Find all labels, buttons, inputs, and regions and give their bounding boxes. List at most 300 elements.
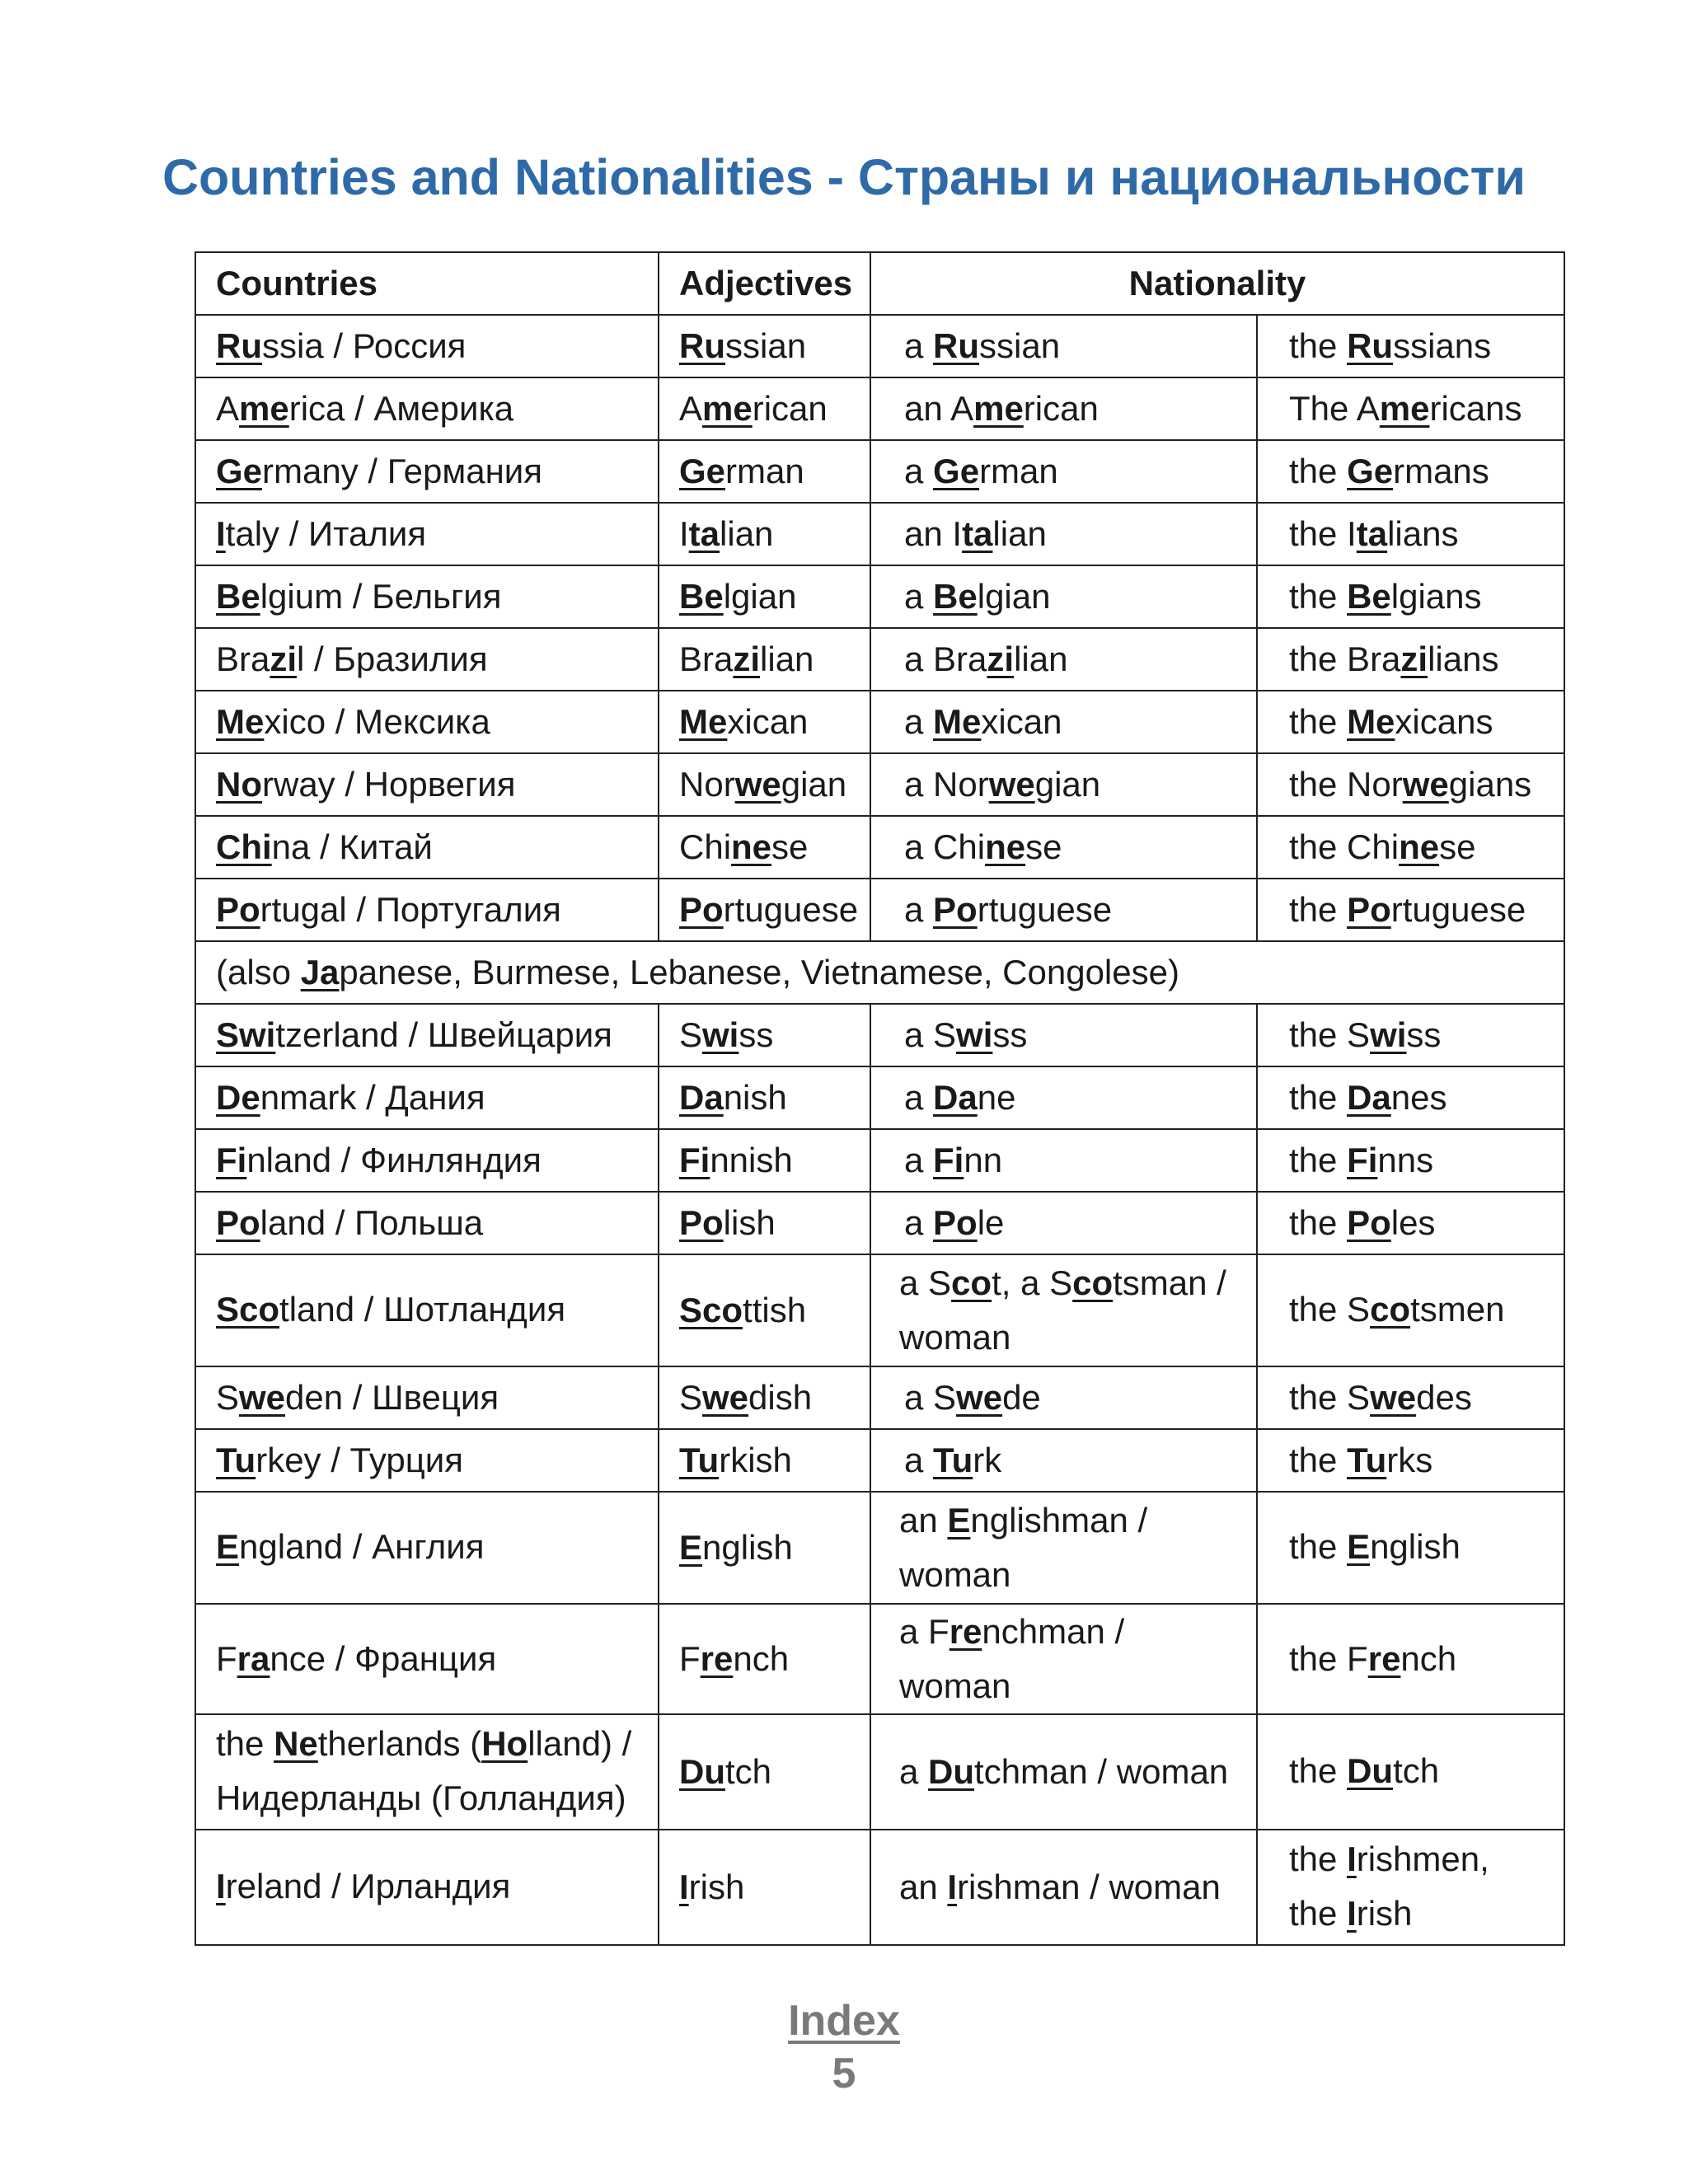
nationality-people-cell (1257, 503, 1564, 565)
country-cell (195, 1714, 659, 1830)
table-row (195, 1066, 1564, 1129)
adjective-cell (659, 1429, 870, 1492)
table-row (195, 1714, 1564, 1830)
text-segment: dish (748, 1378, 813, 1417)
stressed-syllable: Po (933, 1203, 978, 1242)
text-segment: S (216, 1378, 240, 1417)
text-segment: the (1289, 452, 1348, 490)
nationality-people-cell (1257, 1004, 1564, 1066)
stressed-syllable: Ru (216, 326, 262, 365)
text-segment: tsman / woman (899, 1263, 1226, 1357)
text-segment: nish (723, 1078, 787, 1117)
stressed-syllable: ne (731, 827, 772, 866)
table-row (195, 1129, 1564, 1192)
stressed-syllable: Ge (1347, 452, 1394, 490)
stressed-syllable: Po (1347, 890, 1391, 929)
stressed-syllable: wi (702, 1015, 739, 1054)
text-segment: rtugal / Португалия (260, 890, 561, 929)
adjective-cell (659, 1604, 870, 1714)
index-link[interactable]: Index (788, 1997, 900, 2045)
table-row (195, 440, 1564, 503)
text-segment: rkish (719, 1441, 792, 1479)
stressed-syllable: Tu (1347, 1441, 1387, 1479)
table-row (195, 565, 1564, 628)
text-segment: rtuguese (723, 890, 859, 929)
text-segment: rk (973, 1441, 1002, 1479)
nationality-people-cell (1257, 315, 1564, 377)
table-header-row (195, 252, 1564, 315)
text-segment: the (1289, 1441, 1348, 1479)
stressed-syllable: Ru (933, 326, 980, 365)
stressed-syllable: ta (962, 514, 993, 553)
text-segment: rmans (1393, 452, 1489, 490)
stressed-syllable: Me (216, 702, 265, 741)
country-cell (195, 1604, 659, 1714)
table-row (195, 503, 1564, 565)
text-segment: a S (904, 1378, 957, 1417)
text-segment: t, a S (992, 1263, 1073, 1302)
adjective-cell (659, 1254, 870, 1366)
text-segment: nn (964, 1141, 1003, 1179)
stressed-syllable: Me (679, 702, 728, 741)
text-segment: the I (1289, 514, 1357, 553)
stressed-syllable: Be (679, 577, 724, 616)
stressed-syllable: Po (679, 1203, 724, 1242)
stressed-syllable: I (216, 514, 226, 553)
text-segment: nglish (1370, 1527, 1461, 1566)
header-adjectives: Adjectives (659, 252, 870, 315)
country-cell (195, 628, 659, 691)
country-cell (195, 1004, 659, 1066)
adjective-cell (659, 1492, 870, 1604)
nationality-people-cell (1257, 1129, 1564, 1192)
nationality-person-cell (870, 1830, 1257, 1945)
country-cell (195, 1192, 659, 1254)
text-segment: nce / Франция (270, 1639, 497, 1678)
nationality-person-cell (870, 1714, 1257, 1830)
stressed-syllable: No (216, 765, 262, 804)
text-segment: the (1289, 1203, 1348, 1242)
table-row (195, 1830, 1564, 1945)
text-segment: nchman / woman (899, 1612, 1125, 1705)
country-cell (195, 1066, 659, 1129)
text-segment: The A (1289, 389, 1380, 428)
text-segment: rican (752, 389, 828, 428)
table-row (195, 628, 1564, 691)
stressed-syllable: Ge (216, 452, 263, 490)
stressed-syllable: re (1367, 1639, 1401, 1678)
nationality-person-cell (870, 1192, 1257, 1254)
stressed-syllable: zi (987, 640, 1015, 678)
stressed-syllable: ne (1399, 827, 1440, 866)
note-row (195, 941, 1564, 1004)
stressed-syllable: ne (985, 827, 1026, 866)
nationality-people-cell (1257, 1366, 1564, 1429)
text-segment: se (1439, 827, 1476, 866)
stressed-syllable: zi (270, 640, 298, 678)
stressed-syllable: Ge (933, 452, 980, 490)
nationality-person-cell (870, 1004, 1257, 1066)
stressed-syllable: E (1347, 1527, 1371, 1566)
stressed-syllable: Du (679, 1752, 725, 1791)
stressed-syllable: Fi (679, 1141, 710, 1179)
stressed-syllable: we (1402, 765, 1449, 804)
header-countries: Countries (195, 252, 659, 315)
text-segment: Nor (679, 765, 735, 804)
text-segment: tland / Шотландия (279, 1290, 566, 1329)
table-row (195, 1254, 1564, 1366)
text-segment: le (977, 1203, 1005, 1242)
country-cell (195, 1429, 659, 1492)
text-segment: ngland / Англия (239, 1527, 485, 1566)
adjective-cell (659, 1004, 870, 1066)
stressed-syllable: Sco (679, 1291, 743, 1329)
stressed-syllable: Ja (300, 953, 340, 991)
text-segment: lian (992, 514, 1047, 553)
text-segment: se (1025, 827, 1062, 866)
stressed-syllable: zi (733, 640, 761, 678)
text-segment: an I (904, 514, 963, 553)
country-cell (195, 440, 659, 503)
adjective-cell (659, 691, 870, 753)
text-segment: reland / Ирландия (225, 1867, 511, 1905)
adjective-cell (659, 503, 870, 565)
stressed-syllable: E (216, 1527, 240, 1566)
text-segment: gians (1448, 765, 1532, 804)
text-segment: rman (725, 452, 804, 490)
stressed-syllable: Be (1347, 577, 1391, 616)
stressed-syllable: Sco (216, 1290, 280, 1329)
text-segment: a (904, 1441, 934, 1479)
nationality-person-cell (870, 1604, 1257, 1714)
table-row (195, 1429, 1564, 1492)
adjective-cell (659, 315, 870, 377)
text-segment: an A (904, 389, 974, 428)
text-segment: rkey / Турция (256, 1441, 463, 1479)
text-segment: nes (1390, 1078, 1447, 1117)
text-segment: nch (733, 1639, 790, 1678)
country-cell (195, 1366, 659, 1429)
table-row (195, 879, 1564, 941)
stressed-syllable: Be (216, 577, 260, 616)
text-segment: nmark / Дания (260, 1078, 485, 1117)
nationality-person-cell (870, 691, 1257, 753)
text-segment: rican (1023, 389, 1099, 428)
nationality-people-cell (1257, 1604, 1564, 1714)
stressed-syllable: zi (1400, 640, 1428, 678)
stressed-syllable: Tu (216, 1441, 256, 1479)
stressed-syllable: Swi (216, 1015, 276, 1054)
nationality-person-cell (870, 1492, 1257, 1604)
stressed-syllable: re (700, 1639, 734, 1678)
stressed-syllable: I (1347, 1840, 1357, 1878)
text-segment: na / Китай (271, 827, 433, 866)
text-segment: a Chi (904, 827, 986, 866)
text-segment: the Chi (1289, 827, 1400, 866)
text-segment: F (216, 1639, 237, 1678)
page-title: Countries and Nationalities - Страны и национальности (162, 149, 1526, 205)
nationalities-table (195, 251, 1565, 1946)
text-segment: tsmen (1410, 1290, 1505, 1329)
text-segment: S (679, 1378, 703, 1417)
text-segment: a Nor (904, 765, 989, 804)
stressed-syllable: I (947, 1868, 958, 1906)
text-segment: ssian (725, 326, 807, 365)
text-segment: the (216, 1724, 274, 1763)
text-segment: gian (781, 765, 847, 804)
nationality-people-cell (1257, 1714, 1564, 1830)
text-segment: Bra (679, 640, 734, 678)
stressed-syllable: co (1072, 1263, 1114, 1302)
text-segment: les (1390, 1203, 1436, 1242)
text-segment: the S (1289, 1378, 1371, 1417)
text-segment: rks (1386, 1441, 1433, 1479)
text-segment: a (899, 1752, 929, 1791)
header-nationality: Nationality (870, 252, 1564, 315)
nationality-person-cell (870, 1254, 1257, 1366)
nationality-people-cell (1257, 879, 1564, 941)
country-cell (195, 1830, 659, 1945)
text-segment: an (899, 1868, 948, 1906)
page-number: 5 (832, 2050, 856, 2097)
stressed-syllable: Ho (481, 1724, 528, 1763)
adjective-cell (659, 1066, 870, 1129)
text-segment: rish (688, 1868, 745, 1906)
text-segment: land / Польша (260, 1203, 484, 1242)
text-segment: the F (1289, 1639, 1368, 1678)
nationality-person-cell (870, 565, 1257, 628)
adjective-cell (659, 377, 870, 440)
stressed-syllable: I (216, 1867, 226, 1905)
text-segment: therlands ( (317, 1724, 482, 1763)
text-segment: tch (1393, 1751, 1440, 1790)
table-row (195, 816, 1564, 879)
nationality-people-cell (1257, 1429, 1564, 1492)
text-segment: nns (1377, 1141, 1434, 1179)
stressed-syllable: ta (688, 514, 720, 553)
text-segment: ttish (743, 1291, 807, 1329)
stressed-syllable: re (949, 1612, 982, 1651)
stressed-syllable: we (239, 1378, 286, 1417)
table-row (195, 1004, 1564, 1066)
text-segment: rmany / Германия (262, 452, 543, 490)
nationality-people-cell (1257, 1066, 1564, 1129)
stressed-syllable: me (973, 389, 1024, 428)
stressed-syllable: Po (933, 890, 978, 929)
adjective-cell (659, 816, 870, 879)
text-segment: nch (1400, 1639, 1457, 1678)
text-segment: xicans (1395, 702, 1493, 741)
stressed-syllable: E (679, 1528, 703, 1567)
stressed-syllable: Me (933, 702, 982, 741)
stressed-syllable: Du (1347, 1751, 1394, 1790)
text-segment: ss (992, 1015, 1028, 1054)
text-segment: des (1416, 1378, 1472, 1417)
text-segment: lgian (723, 577, 797, 616)
table-row (195, 315, 1564, 377)
nationality-person-cell (870, 1366, 1257, 1429)
stressed-syllable: me (239, 389, 289, 428)
stressed-syllable: wi (956, 1015, 993, 1054)
country-cell (195, 1129, 659, 1192)
stressed-syllable: Da (679, 1078, 724, 1117)
text-segment: Chi (679, 827, 732, 866)
text-segment: a (904, 452, 934, 490)
stressed-syllable: Fi (933, 1141, 964, 1179)
stressed-syllable: Po (1347, 1203, 1391, 1242)
text-segment: a Bra (904, 640, 987, 678)
table-body (195, 315, 1564, 1945)
text-segment: tzerland / Швейцария (275, 1015, 612, 1054)
text-segment: lish (723, 1203, 776, 1242)
nationality-person-cell (870, 1429, 1257, 1492)
text-segment: the (1289, 890, 1348, 929)
table-row (195, 753, 1564, 816)
nationality-person-cell (870, 753, 1257, 816)
stressed-syllable: we (988, 765, 1035, 804)
adjective-cell (659, 1714, 870, 1830)
text-segment: (also (216, 953, 301, 991)
stressed-syllable: Ru (1347, 326, 1394, 365)
nationality-people-cell (1257, 691, 1564, 753)
country-cell (195, 879, 659, 941)
text-segment: rman (979, 452, 1058, 490)
nationality-people-cell (1257, 565, 1564, 628)
nationality-people-cell (1257, 1830, 1564, 1945)
text-segment: the (1289, 1840, 1348, 1878)
adjective-cell (659, 440, 870, 503)
text-segment: ne (977, 1078, 1016, 1117)
nationality-people-cell (1257, 1254, 1564, 1366)
text-segment: ricans (1429, 389, 1522, 428)
text-segment: a (904, 890, 934, 929)
text-segment: gian (1034, 765, 1101, 804)
table-row (195, 691, 1564, 753)
stressed-syllable: Ne (274, 1724, 318, 1763)
text-segment: an (899, 1501, 948, 1540)
text-segment: ss (738, 1015, 774, 1054)
text-segment: a S (904, 1015, 957, 1054)
text-segment: tch (725, 1752, 772, 1791)
table-row (195, 1604, 1564, 1714)
table-row (195, 1192, 1564, 1254)
text-segment: nglish (702, 1528, 793, 1567)
nationality-person-cell (870, 1129, 1257, 1192)
table-row (195, 1492, 1564, 1604)
text-segment: Bra (216, 640, 270, 678)
text-segment: the (1289, 1751, 1348, 1790)
text-segment: den / Швеция (285, 1378, 499, 1417)
nationality-person-cell (870, 503, 1257, 565)
text-segment: a (904, 1203, 934, 1242)
nationality-person-cell (870, 628, 1257, 691)
text-segment: a (904, 1141, 934, 1179)
text-segment: rica / Америка (288, 389, 514, 428)
stressed-syllable: we (734, 765, 781, 804)
text-segment: the (1289, 326, 1348, 365)
stressed-syllable: I (1347, 1894, 1357, 1933)
stressed-syllable: we (1370, 1378, 1417, 1417)
adjective-cell (659, 565, 870, 628)
nationality-people-cell (1257, 440, 1564, 503)
text-segment: a (904, 326, 934, 365)
nationality-person-cell (870, 377, 1257, 440)
stressed-syllable: Tu (933, 1441, 973, 1479)
stressed-syllable: wi (1370, 1015, 1407, 1054)
country-cell (195, 377, 659, 440)
country-cell (195, 1254, 659, 1366)
nationality-people-cell (1257, 1192, 1564, 1254)
country-cell (195, 315, 659, 377)
text-segment: panese, Burmese, Lebanese, Vietnamese, Congolese) (339, 953, 1179, 991)
text-segment: the Bra (1289, 640, 1401, 678)
nationality-person-cell (870, 440, 1257, 503)
country-cell (195, 565, 659, 628)
text-segment: ssian (979, 326, 1061, 365)
stressed-syllable: Po (679, 890, 724, 929)
text-segment: the S (1289, 1290, 1371, 1329)
text-segment: taly / Италия (225, 514, 427, 553)
text-segment: the (1289, 577, 1348, 616)
text-segment: the Nor (1289, 765, 1403, 804)
stressed-syllable: co (951, 1263, 992, 1302)
stressed-syllable: Tu (679, 1441, 720, 1479)
text-segment: rtuguese (1390, 890, 1526, 929)
stressed-syllable: we (702, 1378, 749, 1417)
country-cell (195, 816, 659, 879)
text-segment: A (679, 389, 703, 428)
country-cell (195, 503, 659, 565)
text-segment: nland / Финляндия (246, 1141, 542, 1179)
country-cell (195, 691, 659, 753)
text-segment: xican (727, 702, 809, 741)
text-segment: rway / Норвегия (262, 765, 516, 804)
country-cell (195, 1492, 659, 1604)
stressed-syllable: me (1379, 389, 1430, 428)
text-segment: lgian (977, 577, 1051, 616)
stressed-syllable: Po (216, 890, 260, 929)
text-segment: I (679, 514, 689, 553)
text-segment: xican (981, 702, 1062, 741)
text-segment: lians (1387, 514, 1459, 553)
table-row (195, 1366, 1564, 1429)
stressed-syllable: Du (928, 1752, 975, 1791)
note-cell (195, 941, 1564, 1004)
text-segment: nglishman / woman (899, 1501, 1148, 1594)
stressed-syllable: co (1370, 1290, 1411, 1329)
text-segment: the (1289, 1078, 1348, 1117)
text-segment: F (679, 1639, 701, 1678)
stressed-syllable: Da (1347, 1078, 1391, 1117)
stressed-syllable: Fi (216, 1141, 247, 1179)
text-segment: lgians (1390, 577, 1482, 616)
text-segment: A (216, 389, 240, 428)
text-segment: rishmen, the (1289, 1840, 1489, 1933)
text-segment: ss (1406, 1015, 1442, 1054)
text-segment: S (679, 1015, 703, 1054)
stressed-syllable: Be (933, 577, 978, 616)
stressed-syllable: Fi (1347, 1141, 1378, 1179)
nationality-person-cell (870, 879, 1257, 941)
text-segment: ssia / Россия (262, 326, 467, 365)
adjective-cell (659, 1830, 870, 1945)
stressed-syllable: Ge (679, 452, 726, 490)
nationality-person-cell (870, 816, 1257, 879)
text-segment: a (904, 577, 934, 616)
nationality-people-cell (1257, 753, 1564, 816)
text-segment: lians (1428, 640, 1499, 678)
text-segment: rish (1356, 1894, 1413, 1933)
